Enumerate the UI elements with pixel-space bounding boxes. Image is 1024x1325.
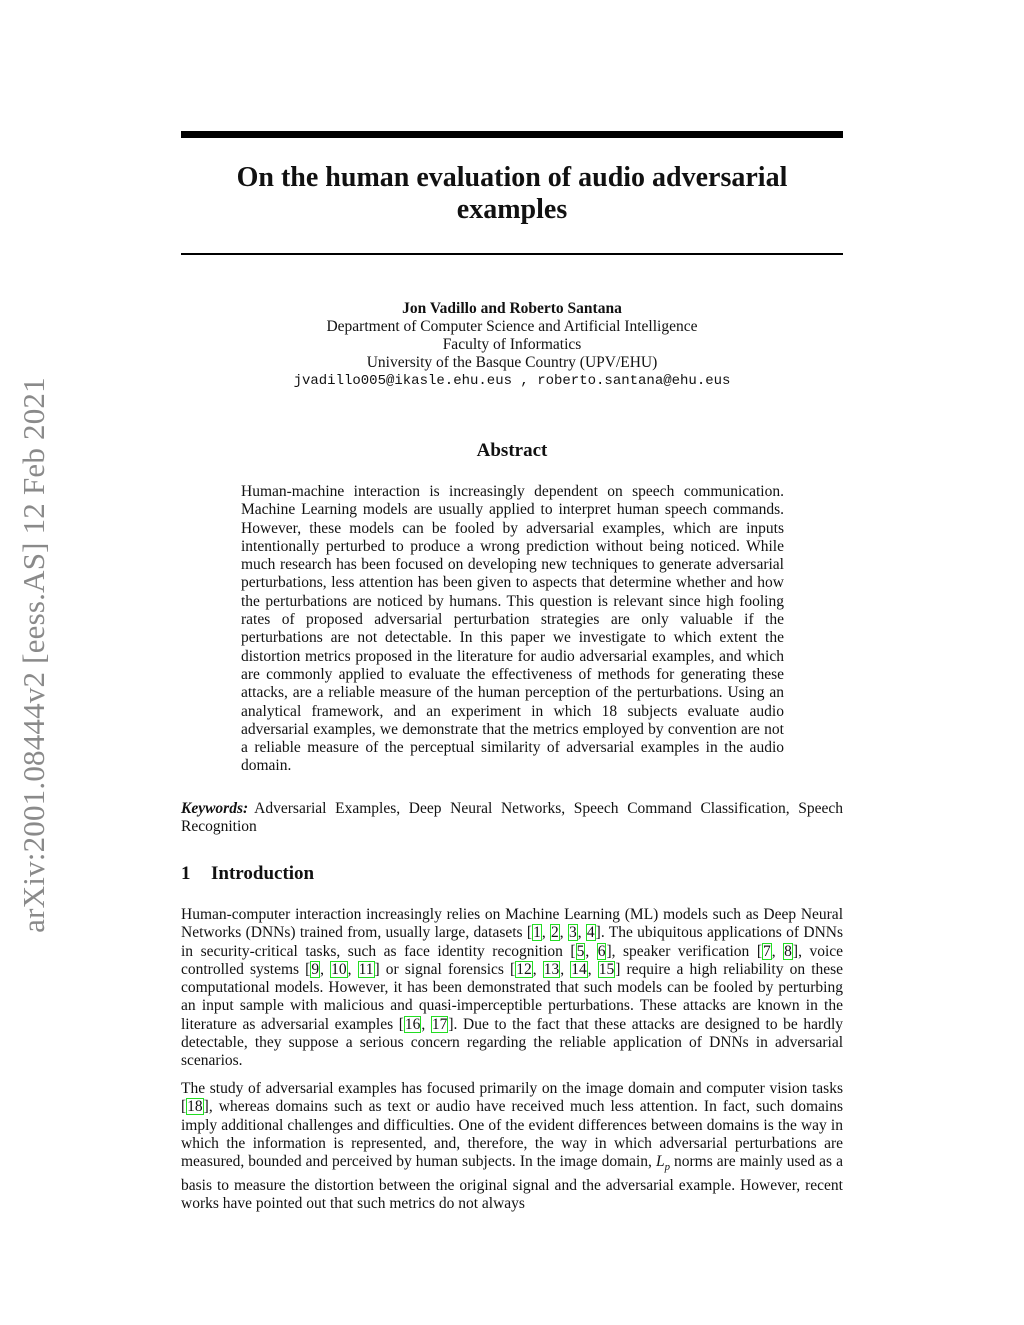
math-lp-norm: $L_p$ (655, 1153, 670, 1174)
citation-link[interactable]: 15 (598, 960, 615, 978)
author-block (181, 300, 843, 390)
citation-link[interactable]: 8 (784, 942, 792, 960)
citation-link[interactable]: 9 (311, 960, 320, 978)
paper-title (181, 162, 843, 226)
citation-link[interactable]: 6 (597, 942, 606, 960)
citation-link[interactable]: 14 (571, 960, 587, 978)
keywords-text: Adversarial Examples, Deep Neural Networks, Speech Command Classification, Speech Recognition (181, 800, 843, 836)
author-university: University of the Basque Country (UPV/EHU) (366, 354, 658, 371)
abstract-text: Human-machine interaction is increasingly dependent on speech communication. Machine Learning models are usually applied to interpret human speech commands. However, these models can be fooled by adversarial examples, which are inputs intentionally perturbed to produce a wrong prediction without being noticed. While much research has been focused on developing new techniques to generate adversarial perturbations, less attention has been given to aspects that determine whether and how the perturbations are noticed by humans. This question is relevant since high fooling rates of proposed adversarial perturbation strategies are only valuable if the perturbations are not detectable. In this paper we investigate to which extent the distortion metrics proposed in the literature for audio adversarial examples, and which are commonly applied to evaluate the effectiveness of methods for generating these attacks, are a reliable measure of the human perception of the perturbations. Using an analytical framework, and an experiment in which 18 subjects evaluate audio adversarial examples, we demonstrate that the metrics employed by convention are not a reliable measure of the perceptual similarity of adversarial examples in the audio domain. (241, 483, 784, 775)
title-rule-bottom (181, 253, 843, 255)
keywords-line (181, 800, 843, 837)
section-title: Introduction (211, 863, 315, 884)
author-emails: jvadillo005@ikasle.ehu.eus , roberto.santana@ehu.eus (293, 373, 731, 389)
abstract-heading: Abstract (476, 440, 548, 461)
keywords-label: Keywords: (181, 800, 249, 817)
title-line-1: On the human evaluation of audio adversarial (236, 162, 788, 193)
section-number: 1 (181, 863, 191, 884)
arxiv-identifier-stamp: arXiv:2001.08444v2 [eess.AS] 12 Feb 2021 (16, 377, 51, 933)
citation-link[interactable]: 3 (568, 924, 577, 942)
introduction-paragraph-2: The study of adversarial examples has focused primarily on the image domain and computer vision tasks [18], whereas domains such as text or audio have received much less attention. In fact, such domains imply additional challenges and difficulties. One of the evident differences between domains is the way in which the information is represented, and, therefore, the way in which adversarial perturbations are measured, bounded and perceived by human subjects. In the image domain, $L_p$ norms are mainly used as a basis to measure the distortion between the original signal and the adversarial example. However, recent works have pointed out that such metrics do not always (181, 1080, 843, 1212)
citation-link[interactable]: 7 (763, 942, 771, 960)
citation-link[interactable]: 2 (551, 924, 559, 942)
citation-link[interactable]: 16 (404, 1015, 421, 1033)
citation-link[interactable]: 13 (543, 960, 560, 978)
author-faculty: Faculty of Informatics (442, 336, 582, 353)
title-line-2: examples (456, 194, 568, 225)
citation-link[interactable]: 12 (516, 960, 532, 978)
citation-link[interactable]: 5 (576, 942, 585, 960)
citation-link[interactable]: 1 (533, 924, 541, 942)
author-names: Jon Vadillo and Roberto Santana (402, 300, 622, 317)
title-rule-top (181, 131, 843, 138)
citation-link[interactable]: 10 (331, 960, 347, 978)
citation-link[interactable]: 4 (586, 924, 595, 942)
introduction-paragraph-1: Human-computer interaction increasingly relies on Machine Learning (ML) models such as Deep Neural Networks (DNNs) trained from, usually large, datasets [1, 2, 3, 4]. The ubiquitous applications of DNNs in security-critical tasks, such as face identity recognition [5, 6], speaker verification [7, 8], voice controlled systems [9, 10, 11] or signal forensics [12, 13, 14, 15] require a high reliability on these computational models. However, it has been demonstrated that such models can be fooled by perturbing an input sample with malicious and quasi-imperceptible perturbations. These attacks are known in the literature as adversarial examples [16, 17]. Due to the fact that these attacks are designed to be hardly detectable, they suppose a serious concern regarding the reliable application of DNNs in adversarial scenarios. (181, 906, 844, 1070)
citation-link[interactable]: 18 (187, 1098, 203, 1116)
section-heading-introduction (181, 863, 843, 885)
citation-link[interactable]: 17 (431, 1015, 448, 1033)
author-department: Department of Computer Science and Artificial Intelligence (326, 318, 698, 335)
citation-link[interactable]: 11 (358, 960, 374, 978)
